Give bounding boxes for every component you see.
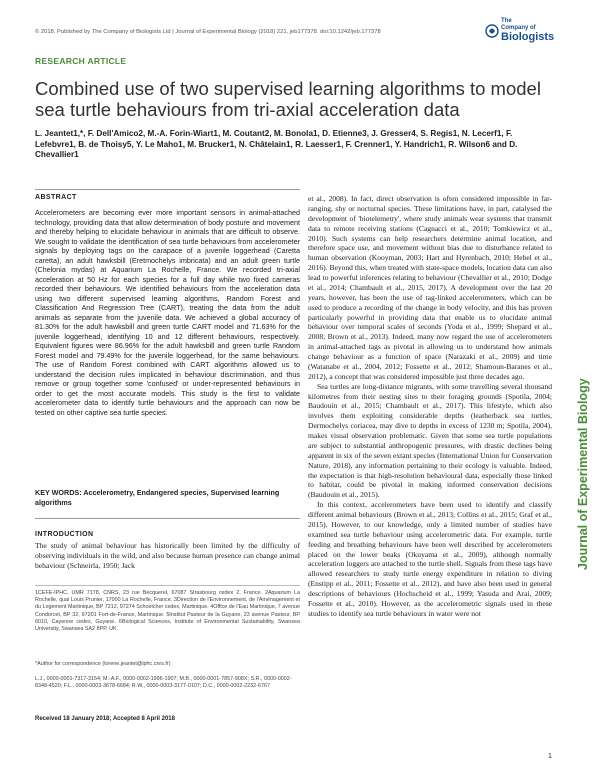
abstract-text: Accelerometers are becoming ever more important sensors in animal-attached technology, providing data that allow determination of body posture and movement and thereby helping to elucidate behaviour in animals that are difficult to observe. We sought to validate the identification of sea turtle behaviours from accelerometer signals by deploying tags on the carapace of a juvenile loggerhead (Caretta caretta), an adult hawksbill (Eretmochelys imbricata) and an adult green turtle (Chelonia mydas) at Aquarium La Rochelle, France. We recorded tri-axial acceleration at 50 Hz for each species for a full day while two fixed cameras recorded their behaviours. We identified behaviours from the acceleration data using two different supervised learning algorithms, Random Forest and Classification And Regression Tree (CART), treating the data from the adult animals as separate from the juvenile data. We achieved a global accuracy of 81.30% for the adult hawksbill and green turtle CART model and 71.63% for the juvenile loggerhead, identifying 10 and 12 different behaviours, respectively. Equivalent figures were 86.96% for the adult hawksbill and green turtle Random Forest model and 79.49% for the juvenile loggerhead, for the same behaviours. The use of Random Forest combined with CART algorithms allowed us to understand the decision rules implicated in behaviour discrimination, and thus remove or group together some 'confused' or under-represented behaviours in order to get the most accurate models. This study is the first to validate accelerometer data to identify turtle behaviours and the approach can now be tested on other captive sea turtle species.	[35, 208, 300, 417]
divider-footnotes	[35, 585, 300, 586]
copyright-line: © 2018. Published by The Company of Biologists Ltd | Journal of Experimental Biology (2018) 221, jeb177378. doi:10.1242/jeb.177378	[35, 29, 381, 35]
journal-side-banner	[562, 330, 590, 570]
abstract-heading: ABSTRACT	[35, 194, 77, 201]
paragraph: et al., 2008). In fact, direct observation is often considered impossible in far-ranging, shy or nocturnal species. These limitations have, in part, catalysed the development of 'biotelemetry', where study animals wear systems that transmit data to remote receiving stations (Cagnacci et al., 2010; Tomkiewicz et al., 2010). Such systems can help researchers determine animal location, and therefore space use, and movement without bias due to disturbance related to human observation (Kooyman, 2003; Hart and Hyrenbach, 2010; Hebel et al., 2016). Beyond this, when treated with state-space models, location data can also lead to powerful inferences relating to behaviour (Chevallier et al., 2010; Dodge et al., 2014; Chambault et al., 2015, 2017). A development over the last 20 years, however, has been the use of tag-linked accelerometers, which can be used to produce a recording of the change in body velocity, and this has proven particularly powerful in providing data that enable us to elucidate animal behaviour over temporal scales of seconds (Yoda et al., 1999; Shepard et al., 2008; Brown et al., 2013). Indeed, many now regard the use of accelerometers in animal-attached tags as pivotal in allowing us to understand how animals change behaviour as a function of space (Narazaki et al., 2009) and time (Watanabe et al., 2004, 2012; Fossette et al., 2012; Shamoun-Baranes et al., 2012), a concept that was considered impossible just three decades ago.	[308, 194, 552, 381]
logo-text-company: Company of	[501, 25, 536, 31]
divider-top	[35, 189, 300, 190]
logo-text-biologists: Biologists	[501, 31, 555, 43]
divider-keywords	[35, 518, 300, 519]
paragraph: Sea turtles are long-distance migrants, with some travelling several thousand kilometres from their nesting sites to their foraging grounds (Spotila, 2004; Baudouin et al., 2015; Chambault et al., 2017). This lifestyle, which also involves them exploiting considerable depths (leatherback sea turtles, Dermochelys coriacea, may dive to depths in excess of 1230 m; Spotila, 2004), makes visual observation problematic. Given that some sea turtle populations are subject to substantial anthropogenic pressures, with drastic declines being apparent in six of the seven extant species (International Union for Conservation Nature, 2018), any information pertaining to their ecology is valuable. Indeed, the expectation is that high-resolution behavioural data, especially those linked to habitat, could be pivotal in making informed conservation decisions (Baudouin et al., 2015).	[308, 381, 552, 500]
received-dates: Received 18 January 2018; Accepted 8 April 2018	[35, 716, 175, 722]
abstract-section	[35, 194, 300, 417]
side-banner-text: Journal of Experimental Biology	[576, 378, 590, 570]
correspondence-footnote: *Author for correspondence (lorene.jeantet@iphc.cnrs.fr)	[35, 661, 171, 667]
publisher-logo[interactable]	[483, 18, 555, 46]
biologists-logo-icon	[485, 24, 499, 38]
journal-header	[35, 18, 555, 46]
introduction-text: The study of animal behaviour has historically been limited by the difficulty of observing individuals in the wild, and also because human presence can change animal behaviour (Schneirla, 1950; Jack	[35, 541, 300, 570]
author-list: L. Jeantet1,*, F. Dell'Amico2, M.-A. Forin-Wiart1, M. Coutant2, M. Bonola1, D. Etienne3, J. Gresser4, S. Regis1, N. Lecerf1, F. Lefebvre1, B. de Thoisy5, Y. Le Maho1, M. Brucker1, N. Châtelain1, R. Laesser1, F. Crenner1, Y. Handrich1, R. Wilson6 and D. Chevallier1	[35, 129, 518, 160]
body-text-right-column	[308, 194, 552, 619]
keywords: KEY WORDS: Accelerometry, Endangered species, Supervised learning algorithms	[35, 488, 280, 507]
affiliations-footnote: 1CEFE-IPHC, UMR 7178, CNRS, 23 rue Becquerel, 67087 Strasbourg cedex 2, France. 2Aquarium La Rochelle, quai Louis Prunier, 17000 La Rochelle, France. 3Direction de l'Environnement, de l'Aménagement et du Logement Martinique, BP 7212, 97274 Schoelcher cedex, Martinique. 4Office de l'Eau Martinique, 7 avenue Condorcet, BP 32, 97201 Fort-de-France, Martinique. 5Institut Pasteur de la Guyane, 23 avenue Pasteur, BP 6010, Cayenne cedex, Guyane. 6Biological Sciences, Institute of Environmental Sustainability, Swansea University, Swansea SA2 8PP, UK.	[35, 590, 300, 633]
paper-title: Combined use of two supervised learning algorithms to model sea turtle behaviours from tri-axial acceleration data	[35, 78, 541, 120]
article-type: RESEARCH ARTICLE	[35, 56, 127, 66]
introduction-heading: INTRODUCTION	[35, 531, 94, 538]
page-number: 1	[547, 751, 552, 760]
paragraph: In this context, accelerometers have been used to identify and classify different animal behaviours (Brown et al., 2013; Collins et al., 2015; Graf et al., 2015). However, to our knowledge, only a limited number of studies have examined sea turtle behaviour using accelerometric data. For example, turtle feeding and breathing behaviours have been well described by accelerometers placed on the lower beaks (Okuyama et al., 2009), although normally acceleration loggers are attached to the turtle shell. Signals from these tags have allowed researchers to study turtle energy expenditure in relation to diving (Enstipp et al., 2011; Fossette et al., 2012), and have also been used in general descriptions of behaviours (Hochscheid et al., 1999; Yasuda and Arai, 2009; Fossette et al., 2010). However, as the accelerometric signals used in these studies to identify sea turtle behaviours in water were not	[308, 500, 552, 618]
logo-text-the: The	[501, 18, 512, 24]
orcid-footnote: L.J., 0000-0001-7317-3154; M.-A.F., 0000-0002-1996-1907; M.B., 0000-0001-7857-908X; S.R., 0000-0002-8348-4520; F.L., 0000-0003-3678-6684; R.W., 0000-0003-3177-0107; D.C., 0000-0002-2232-6767	[35, 676, 292, 690]
